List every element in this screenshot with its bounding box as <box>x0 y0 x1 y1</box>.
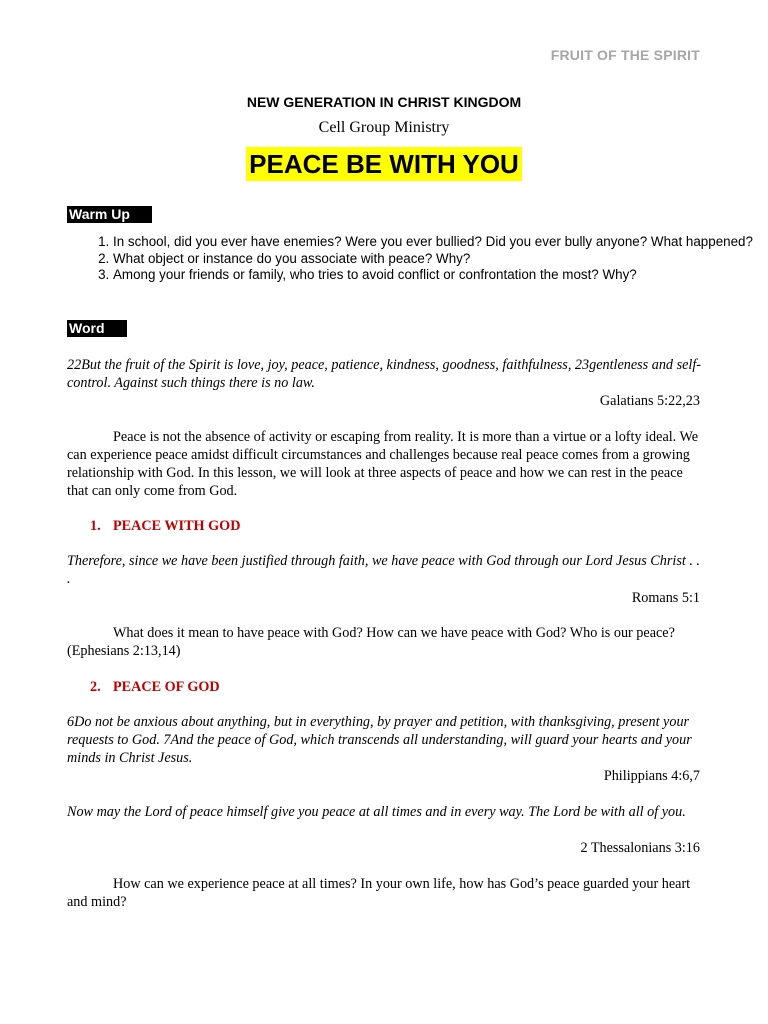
section-title: PEACE WITH GOD <box>113 518 241 534</box>
section-heading <box>90 517 240 535</box>
warm-up-question: 3. Among your friends or family, who tries to avoid conflict or confrontation the most? Why? <box>113 267 753 284</box>
ministry-name: Cell Group Ministry <box>318 119 450 136</box>
scripture-reference: 2 Thessalonians 3:16 <box>580 840 700 856</box>
section-title: PEACE OF GOD <box>113 679 220 695</box>
scripture-reference: Romans 5:1 <box>631 590 700 606</box>
title-wrapper <box>0 147 768 181</box>
running-header: FRUIT OF THE SPIRIT <box>550 47 700 63</box>
warm-up-list <box>67 234 753 284</box>
section-number: 1. <box>90 518 101 534</box>
scripture-reference: Philippians 4:6,7 <box>603 768 700 784</box>
scripture-verse: 6Do not be anxious about anything, but in everything, by prayer and petition, with thanksgiving, present your requests to God. 7And the peace of God, which transcends all understanding, will guard your hearts and your minds in Christ Jesus. <box>67 714 692 766</box>
section-heading <box>90 678 220 696</box>
scripture-reference: Galatians 5:22,23 <box>599 393 700 409</box>
discussion-question: How can we experience peace at all times? In your own life, how has God’s peace guarded your heart and mind? <box>67 876 691 910</box>
section-number: 2. <box>90 679 101 695</box>
discussion-question: What does it mean to have peace with God? How can we have peace with God? Who is our peace? (Ephesians 2:13,14) <box>67 625 675 659</box>
warm-up-label: Warm Up <box>67 206 152 223</box>
scripture-verse: Therefore, since we have been justified through faith, we have peace with God through our Lord Jesus Christ . . . <box>67 553 700 587</box>
warm-up-question: 2. What object or instance do you associate with peace? Why? <box>113 251 753 268</box>
organization-name: NEW GENERATION IN CHRIST KINGDOM <box>246 94 522 110</box>
scripture-verse: 22But the fruit of the Spirit is love, joy, peace, patience, kindness, goodness, faithfulness, 23gentleness and self-control. Against such things there is no law. <box>67 357 702 391</box>
word-label: Word <box>67 320 127 337</box>
page-title: PEACE BE WITH YOU <box>246 147 522 181</box>
scripture-verse: Now may the Lord of peace himself give you peace at all times and in every way. The Lord be with all of you. <box>67 804 686 820</box>
warm-up-question: 1. In school, did you ever have enemies? Were you ever bullied? Did you ever bully anyone? What happened? <box>113 234 753 251</box>
intro-paragraph: Peace is not the absence of activity or escaping from reality. It is more than a virtue or a lofty ideal. We can experience peace amidst difficult circumstances and challenges because real peace comes from a growing relationship with God. In this lesson, we will look at three aspects of peace and how we can rest in the peace that can only come from God. <box>67 429 699 499</box>
